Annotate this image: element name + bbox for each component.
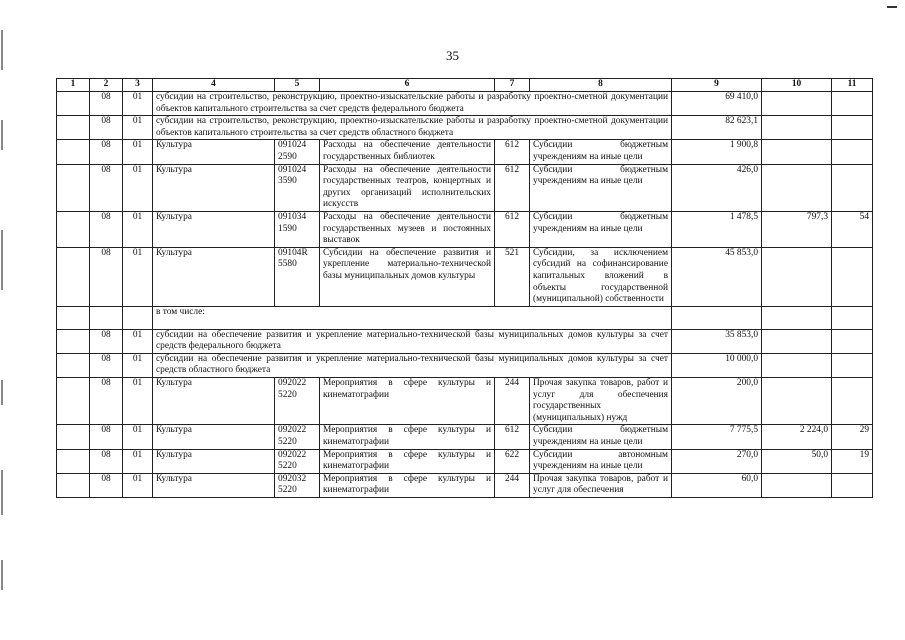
cell-amount: 69 410,0: [672, 92, 762, 116]
cell-amount: 35 853,0: [672, 329, 762, 353]
cell-amount-2: [762, 116, 832, 140]
cell-subsection: 01: [123, 140, 153, 164]
cell-amount-3: [832, 164, 873, 211]
cell-expense-type-name: Субсидии бюджетным учреждениям на иные цели: [530, 140, 672, 164]
table-row: [57, 211, 873, 247]
cell-expense-type-name: Субсидии, за исключением субсидий на софинансирование капитальных вложений в объекты государственной (муниципальной) собственности: [530, 247, 672, 306]
cell-amount-2: [762, 247, 832, 306]
cell-amount-3: [832, 306, 873, 329]
header-cell: 8: [530, 79, 672, 92]
cell-merged-text: субсидии на обеспечение развития и укрепление материально-технической базы муниципальных домов культуры за счет средств областного бюджета: [153, 353, 672, 377]
cell-section: 08: [90, 140, 123, 164]
cell-expense-type-name: Субсидии бюджетным учреждениям на иные цели: [530, 425, 672, 449]
cell-section: 08: [90, 378, 123, 425]
cell-target-code: 091034 1590: [275, 211, 320, 247]
cell-expense-type: 612: [495, 140, 530, 164]
cell-amount: 45 853,0: [672, 247, 762, 306]
cell-col-1: [57, 116, 90, 140]
cell-amount-2: [762, 164, 832, 211]
cell-col-1: [57, 378, 90, 425]
cell-col-1: [57, 449, 90, 473]
cell-target-code: 09104R 5580: [275, 247, 320, 306]
table-row: [57, 92, 873, 116]
cell-section: [90, 306, 123, 329]
cell-section: 08: [90, 353, 123, 377]
table-row: [57, 140, 873, 164]
cell-amount-2: [762, 92, 832, 116]
header-cell: 4: [153, 79, 275, 92]
cell-subsection: 01: [123, 425, 153, 449]
cell-amount-3: [832, 329, 873, 353]
cell-amount-3: [832, 247, 873, 306]
cell-amount-2: [762, 353, 832, 377]
cell-section: 08: [90, 164, 123, 211]
cell-merged-text: субсидии на строительство, реконструкцию, проектно-изыскательские работы и разработку проектно-сметной документации объектов капитального строительства за счет средств федерального бюджета: [153, 92, 672, 116]
cell-subsection: 01: [123, 247, 153, 306]
table-row: [57, 306, 873, 329]
cell-expense-description: Мероприятия в сфере культуры и кинематографии: [320, 378, 495, 425]
cell-amount: [672, 306, 762, 329]
budget-table: [56, 78, 873, 498]
cell-name: Культура: [153, 164, 275, 211]
cell-subsection: [123, 306, 153, 329]
header-cell: 7: [495, 79, 530, 92]
cell-expense-description: Расходы на обеспечение деятельности государственных музеев и постоянных выставок: [320, 211, 495, 247]
table-row: [57, 164, 873, 211]
corner-mark: [887, 6, 897, 8]
cell-target-code: 091024 3590: [275, 164, 320, 211]
cell-section: 08: [90, 92, 123, 116]
cell-amount-2: 50,0: [762, 449, 832, 473]
cell-merged-text: в том числе:: [153, 306, 672, 329]
cell-amount-2: [762, 329, 832, 353]
cell-subsection: 01: [123, 164, 153, 211]
cell-section: 08: [90, 425, 123, 449]
cell-expense-type-name: Субсидии бюджетным учреждениям на иные цели: [530, 164, 672, 211]
cell-section: 08: [90, 473, 123, 497]
left-margin-marks: [0, 0, 4, 640]
table-row: [57, 116, 873, 140]
header-cell: 11: [832, 79, 873, 92]
cell-section: 08: [90, 211, 123, 247]
cell-section: 08: [90, 329, 123, 353]
cell-expense-type-name: Прочая закупка товаров, работ и услуг для обеспечения государственных (муниципальных) нужд: [530, 378, 672, 425]
cell-expense-description: Мероприятия в сфере культуры и кинематографии: [320, 425, 495, 449]
header-cell: 2: [90, 79, 123, 92]
cell-name: Культура: [153, 425, 275, 449]
cell-merged-text: субсидии на строительство, реконструкцию, проектно-изыскательские работы и разработку проектно-сметной документации объектов капитального строительства за счет средств областного бюджета: [153, 116, 672, 140]
cell-amount: 1 478,5: [672, 211, 762, 247]
cell-amount-2: [762, 473, 832, 497]
cell-expense-type: 612: [495, 164, 530, 211]
cell-target-code: 092022 5220: [275, 449, 320, 473]
cell-name: Культура: [153, 473, 275, 497]
cell-col-1: [57, 140, 90, 164]
cell-expense-description: Субсидии на обеспечение развития и укрепление материально-технической базы муниципальных домов культуры: [320, 247, 495, 306]
header-cell: 5: [275, 79, 320, 92]
cell-amount: 7 775,5: [672, 425, 762, 449]
header-cell: 10: [762, 79, 832, 92]
cell-name: Культура: [153, 449, 275, 473]
cell-col-1: [57, 211, 90, 247]
cell-expense-description: Расходы на обеспечение деятельности государственных библиотек: [320, 140, 495, 164]
cell-amount-2: [762, 378, 832, 425]
cell-subsection: 01: [123, 116, 153, 140]
cell-amount-3: [832, 473, 873, 497]
cell-subsection: 01: [123, 211, 153, 247]
cell-amount-2: 2 224,0: [762, 425, 832, 449]
cell-col-1: [57, 329, 90, 353]
cell-section: 08: [90, 247, 123, 306]
table-row: [57, 425, 873, 449]
cell-name: Культура: [153, 247, 275, 306]
cell-expense-type-name: Субсидии автономным учреждениям на иные цели: [530, 449, 672, 473]
cell-subsection: 01: [123, 92, 153, 116]
cell-expense-type: 612: [495, 211, 530, 247]
cell-expense-description: Мероприятия в сфере культуры и кинематографии: [320, 473, 495, 497]
cell-name: Культура: [153, 140, 275, 164]
cell-amount: 60,0: [672, 473, 762, 497]
cell-expense-type: 521: [495, 247, 530, 306]
cell-section: 08: [90, 449, 123, 473]
cell-target-code: 091024 2590: [275, 140, 320, 164]
cell-amount-3: 29: [832, 425, 873, 449]
cell-amount-3: [832, 140, 873, 164]
cell-amount: 82 623,1: [672, 116, 762, 140]
cell-name: Культура: [153, 211, 275, 247]
cell-col-1: [57, 92, 90, 116]
header-cell: 9: [672, 79, 762, 92]
cell-amount: 1 900,8: [672, 140, 762, 164]
cell-col-1: [57, 425, 90, 449]
cell-amount-3: [832, 378, 873, 425]
cell-expense-type: 622: [495, 449, 530, 473]
cell-expense-type-name: Прочая закупка товаров, работ и услуг для обеспечения: [530, 473, 672, 497]
cell-col-1: [57, 473, 90, 497]
header-cell: 3: [123, 79, 153, 92]
cell-expense-description: Мероприятия в сфере культуры и кинематографии: [320, 449, 495, 473]
cell-amount: 200,0: [672, 378, 762, 425]
header-cell: 6: [320, 79, 495, 92]
cell-col-1: [57, 353, 90, 377]
cell-target-code: 092032 5220: [275, 473, 320, 497]
table-row: [57, 449, 873, 473]
page-number: 35: [446, 48, 459, 63]
cell-col-1: [57, 164, 90, 211]
header-cell: 1: [57, 79, 90, 92]
cell-amount: 426,0: [672, 164, 762, 211]
cell-amount-2: [762, 140, 832, 164]
cell-expense-type: 244: [495, 378, 530, 425]
cell-amount-3: 54: [832, 211, 873, 247]
cell-subsection: 01: [123, 449, 153, 473]
cell-amount-3: [832, 92, 873, 116]
cell-expense-description: Расходы на обеспечение деятельности государственных театров, концертных и других организаций исполнительских искусств: [320, 164, 495, 211]
cell-amount-2: [762, 306, 832, 329]
cell-target-code: 092022 5220: [275, 425, 320, 449]
cell-section: 08: [90, 116, 123, 140]
cell-subsection: 01: [123, 329, 153, 353]
cell-amount-2: 797,3: [762, 211, 832, 247]
cell-subsection: 01: [123, 473, 153, 497]
table-row: [57, 353, 873, 377]
cell-amount-3: [832, 116, 873, 140]
table-row: [57, 473, 873, 497]
cell-amount-3: 19: [832, 449, 873, 473]
cell-subsection: 01: [123, 353, 153, 377]
table-row: [57, 247, 873, 306]
cell-amount: 10 000,0: [672, 353, 762, 377]
cell-subsection: 01: [123, 378, 153, 425]
cell-expense-type-name: Субсидии бюджетным учреждениям на иные цели: [530, 211, 672, 247]
cell-col-1: [57, 306, 90, 329]
table-row: [57, 329, 873, 353]
table-row: [57, 378, 873, 425]
cell-col-1: [57, 247, 90, 306]
cell-amount-3: [832, 353, 873, 377]
cell-amount: 270,0: [672, 449, 762, 473]
cell-expense-type: 612: [495, 425, 530, 449]
cell-target-code: 092022 5220: [275, 378, 320, 425]
cell-merged-text: субсидии на обеспечение развития и укрепление материально-технической базы муниципальных домов культуры за счет средств федерального бюджета: [153, 329, 672, 353]
header-row: [57, 79, 873, 92]
cell-name: Культура: [153, 378, 275, 425]
cell-expense-type: 244: [495, 473, 530, 497]
